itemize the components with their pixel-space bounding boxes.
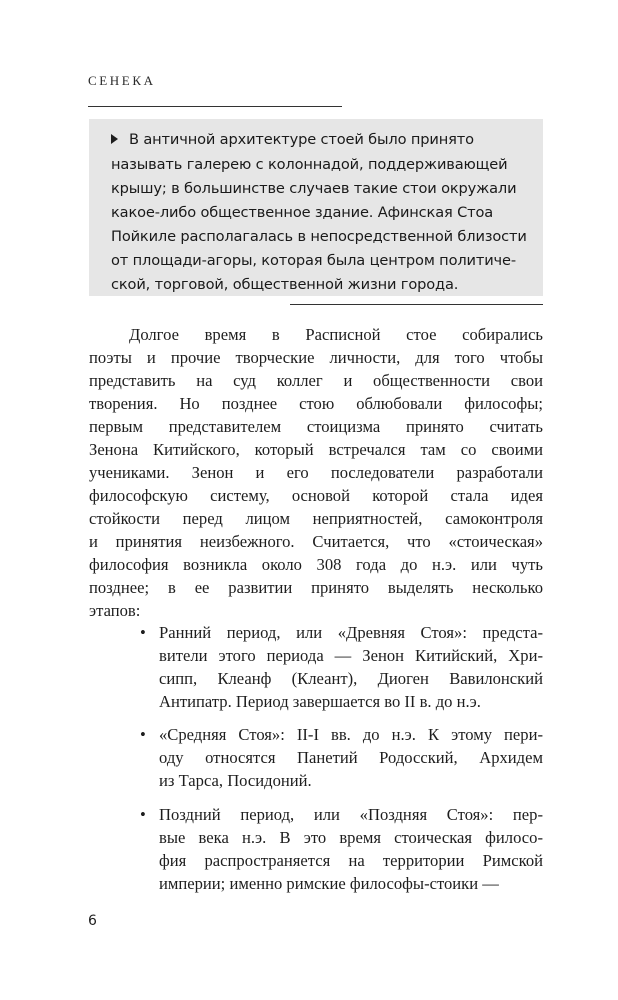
paragraph-line: философия возникла около 308 года до н.э. или чуть — [89, 555, 543, 574]
bullet-dot-icon: • — [140, 725, 146, 744]
paragraph-line: стойкости перед лицом неприятностей, самоконтроля — [89, 509, 543, 528]
running-head: СЕНЕКА — [88, 73, 156, 88]
list-item-text — [159, 723, 543, 792]
list-item-line: фия распространяется на территории Римской — [159, 851, 543, 870]
list-item-line: Поздний период, или «Поздняя Стоя»: пер- — [159, 805, 543, 824]
triangle-bullet-icon — [111, 134, 118, 144]
paragraph-line: философскую систему, основой которой стала идея — [89, 486, 543, 505]
note-rule — [290, 304, 543, 305]
note-line: ской, торговой, общественной жизни города. — [111, 276, 459, 293]
list-item-line: Антипатр. Период завершается во II в. до н.э. — [159, 692, 481, 711]
body-paragraph — [89, 323, 543, 622]
list-item-text — [159, 621, 543, 713]
list-item-line: вители этого периода — Зенон Китийский, Хри- — [159, 646, 543, 665]
paragraph-line: поэты и прочие творческие личности, для того чтобы — [89, 348, 543, 367]
note-line: В античной архитектуре стоей было принято — [129, 131, 474, 148]
page-number: 6 — [88, 913, 97, 929]
paragraph-line: позднее; в ее развитии принято выделять несколько — [89, 578, 543, 597]
list-item-line: из Тарса, Посидоний. — [159, 771, 312, 790]
sidebar-note — [89, 119, 543, 296]
list-item-line: вые века н.э. В это время стоическая филосо- — [159, 828, 543, 847]
paragraph-line: первым представителем стоицизма принято считать — [89, 417, 543, 436]
list-item-line: империи; именно римские философы-стоики — — [159, 874, 499, 893]
note-line: Пойкиле располагалась в непосредственной близости — [111, 228, 527, 245]
paragraph-line: учениками. Зенон и его последователи разработали — [89, 463, 543, 482]
paragraph-line: Зенона Китийского, который встречался там со своими — [89, 440, 543, 459]
bullet-dot-icon: • — [140, 623, 146, 642]
list-item-line: Ранний период, или «Древняя Стоя»: предста- — [159, 623, 543, 642]
bullet-dot-icon: • — [140, 805, 146, 824]
paragraph-line: представить на суд коллег и общественности свои — [89, 371, 543, 390]
note-line: крышу; в большинстве случаев такие стои окружали — [111, 180, 517, 197]
note-line: называть галерею с колоннадой, поддерживающей — [111, 156, 508, 173]
paragraph-line: этапов: — [89, 601, 141, 620]
list-item-text — [159, 803, 543, 895]
note-line: от площади-агоры, которая была центром политиче- — [111, 252, 516, 269]
paragraph-line: творения. Но позднее стою облюбовали философы; — [89, 394, 543, 413]
list-item-line: «Средняя Стоя»: II-I вв. до н.э. К этому пери- — [159, 725, 543, 744]
note-line: какое-либо общественное здание. Афинская Стоа — [111, 204, 494, 221]
paragraph-line: и принятия неизбежного. Считается, что «стоическая» — [89, 532, 543, 551]
list-item-line: оду относятся Панетий Родосский, Архидем — [159, 748, 543, 767]
header-rule — [88, 106, 342, 107]
paragraph-line: Долгое время в Расписной стое собирались — [129, 325, 543, 344]
list-item-line: сипп, Клеанф (Клеант), Диоген Вавилонский — [159, 669, 543, 688]
